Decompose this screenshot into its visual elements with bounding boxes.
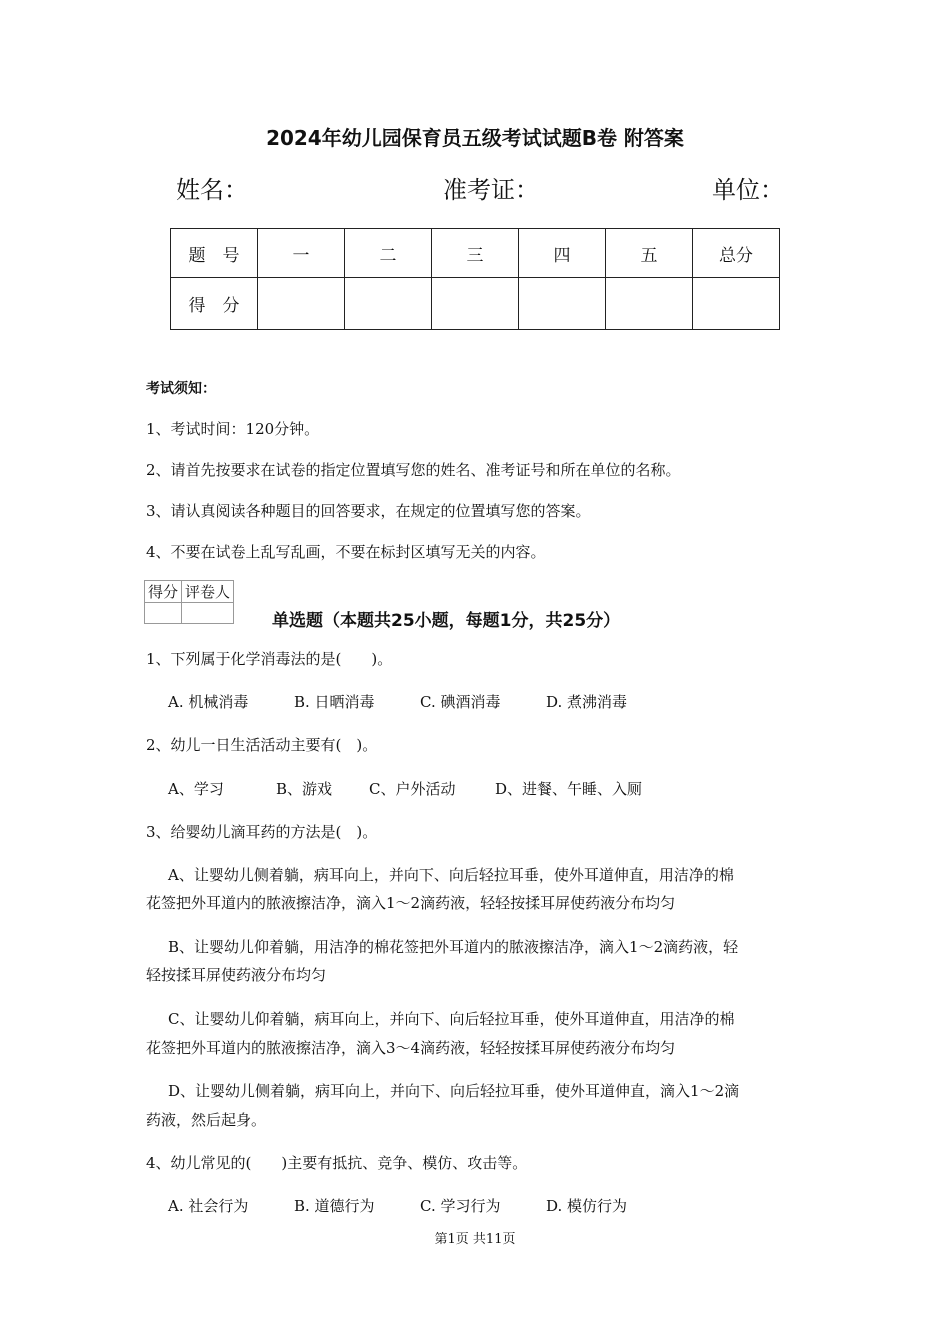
score-header-cell: 四 [519,229,606,278]
long-option-line[interactable]: 药液，然后起身。 [146,1111,267,1129]
score-cell[interactable] [345,278,432,330]
score-header-cell: 二 [345,229,432,278]
page-title: 2024年幼儿园保育员五级考试试题B卷 附答案 [266,126,684,150]
long-option-line[interactable]: A、让婴幼儿侧着躺，病耳向上，并向下、向后轻拉耳垂，使外耳道伸直，用洁净的棉 [168,866,734,884]
score-cell[interactable] [693,278,780,330]
grader-score-cell[interactable] [145,603,182,624]
long-option-line[interactable]: D、让婴幼儿侧着躺，病耳向上，并向下、向后轻拉耳垂，使外耳道伸直，滴入1～2滴 [168,1082,740,1100]
score-table [170,228,780,330]
long-option-line[interactable]: 花签把外耳道内的脓液擦洁净，滴入3～4滴药液，轻轻按揉耳屏使药液分布均匀 [146,1039,676,1057]
option[interactable]: A. 机械消毒 [168,693,249,711]
option[interactable]: D. 煮沸消毒 [546,693,628,711]
long-option-line[interactable]: 花签把外耳道内的脓液擦洁净，滴入1～2滴药液，轻轻按揉耳屏使药液分布均匀 [146,894,676,912]
name-label: 姓名： [176,176,248,204]
question-stem: 3、给婴幼儿滴耳药的方法是( )。 [146,823,378,841]
score-table-score-row [171,278,780,330]
grader-name-cell[interactable] [182,603,234,624]
option[interactable]: B. 日晒消毒 [294,693,375,711]
option[interactable]: C. 学习行为 [420,1197,501,1215]
exam-id-label: 准考证： [443,176,539,204]
option[interactable]: A. 社会行为 [168,1197,249,1215]
question-options [168,1195,627,1216]
option[interactable]: D. 模仿行为 [546,1197,628,1215]
question-options [168,691,627,712]
score-header-cell: 三 [432,229,519,278]
score-header-cell: 五 [606,229,693,278]
option[interactable]: C、户外活动 [369,780,456,798]
grader-name-label: 评卷人 [182,581,234,603]
score-cell[interactable] [432,278,519,330]
long-option-line[interactable]: 轻按揉耳屏使药液分布均匀 [146,966,327,984]
question-options [168,778,642,799]
score-cell[interactable] [258,278,345,330]
long-option-line[interactable]: B、让婴幼儿仰着躺，用洁净的棉花签把外耳道内的脓液擦洁净，滴入1～2滴药液，轻 [168,938,739,956]
score-header-cell: 题 号 [171,229,258,278]
notice-item: 2、请首先按要求在试卷的指定位置填写您的姓名、准考证号和所在单位的名称。 [146,461,681,479]
question-stem: 2、幼儿一日生活活动主要有( )。 [146,736,378,754]
notice-item: 4、不要在试卷上乱写乱画，不要在标封区填写无关的内容。 [146,543,546,561]
score-cell[interactable] [519,278,606,330]
grader-box [144,580,234,624]
section-title: 单选题（本题共25小题，每题1分，共25分） [272,611,621,631]
score-header-cell: 总分 [693,229,780,278]
option[interactable]: D、进餐、午睡、入厕 [495,780,643,798]
notice-item: 3、请认真阅读各种题目的回答要求，在规定的位置填写您的答案。 [146,502,591,520]
option[interactable]: C. 碘酒消毒 [420,693,501,711]
option[interactable]: B. 道德行为 [294,1197,375,1215]
question-stem: 4、幼儿常见的( )主要有抵抗、竞争、模仿、攻击等。 [146,1154,528,1172]
option[interactable]: A、学习 [168,780,224,798]
option[interactable]: B、游戏 [276,780,333,798]
score-cell[interactable] [606,278,693,330]
grader-score-label: 得分 [145,581,182,603]
score-header-cell: 一 [258,229,345,278]
score-row-label: 得 分 [171,278,258,330]
long-option-line[interactable]: C、让婴幼儿仰着躺，病耳向上，并向下、向后轻拉耳垂，使外耳道伸直，用洁净的棉 [168,1010,735,1028]
notice-heading: 考试须知： [146,381,216,397]
unit-label: 单位： [712,176,784,204]
question-stem: 1、下列属于化学消毒法的是( )。 [146,650,393,668]
notice-item: 1、考试时间：120分钟。 [146,420,320,438]
page-footer: 第1页 共11页 [434,1232,516,1247]
score-table-header-row [171,229,780,278]
